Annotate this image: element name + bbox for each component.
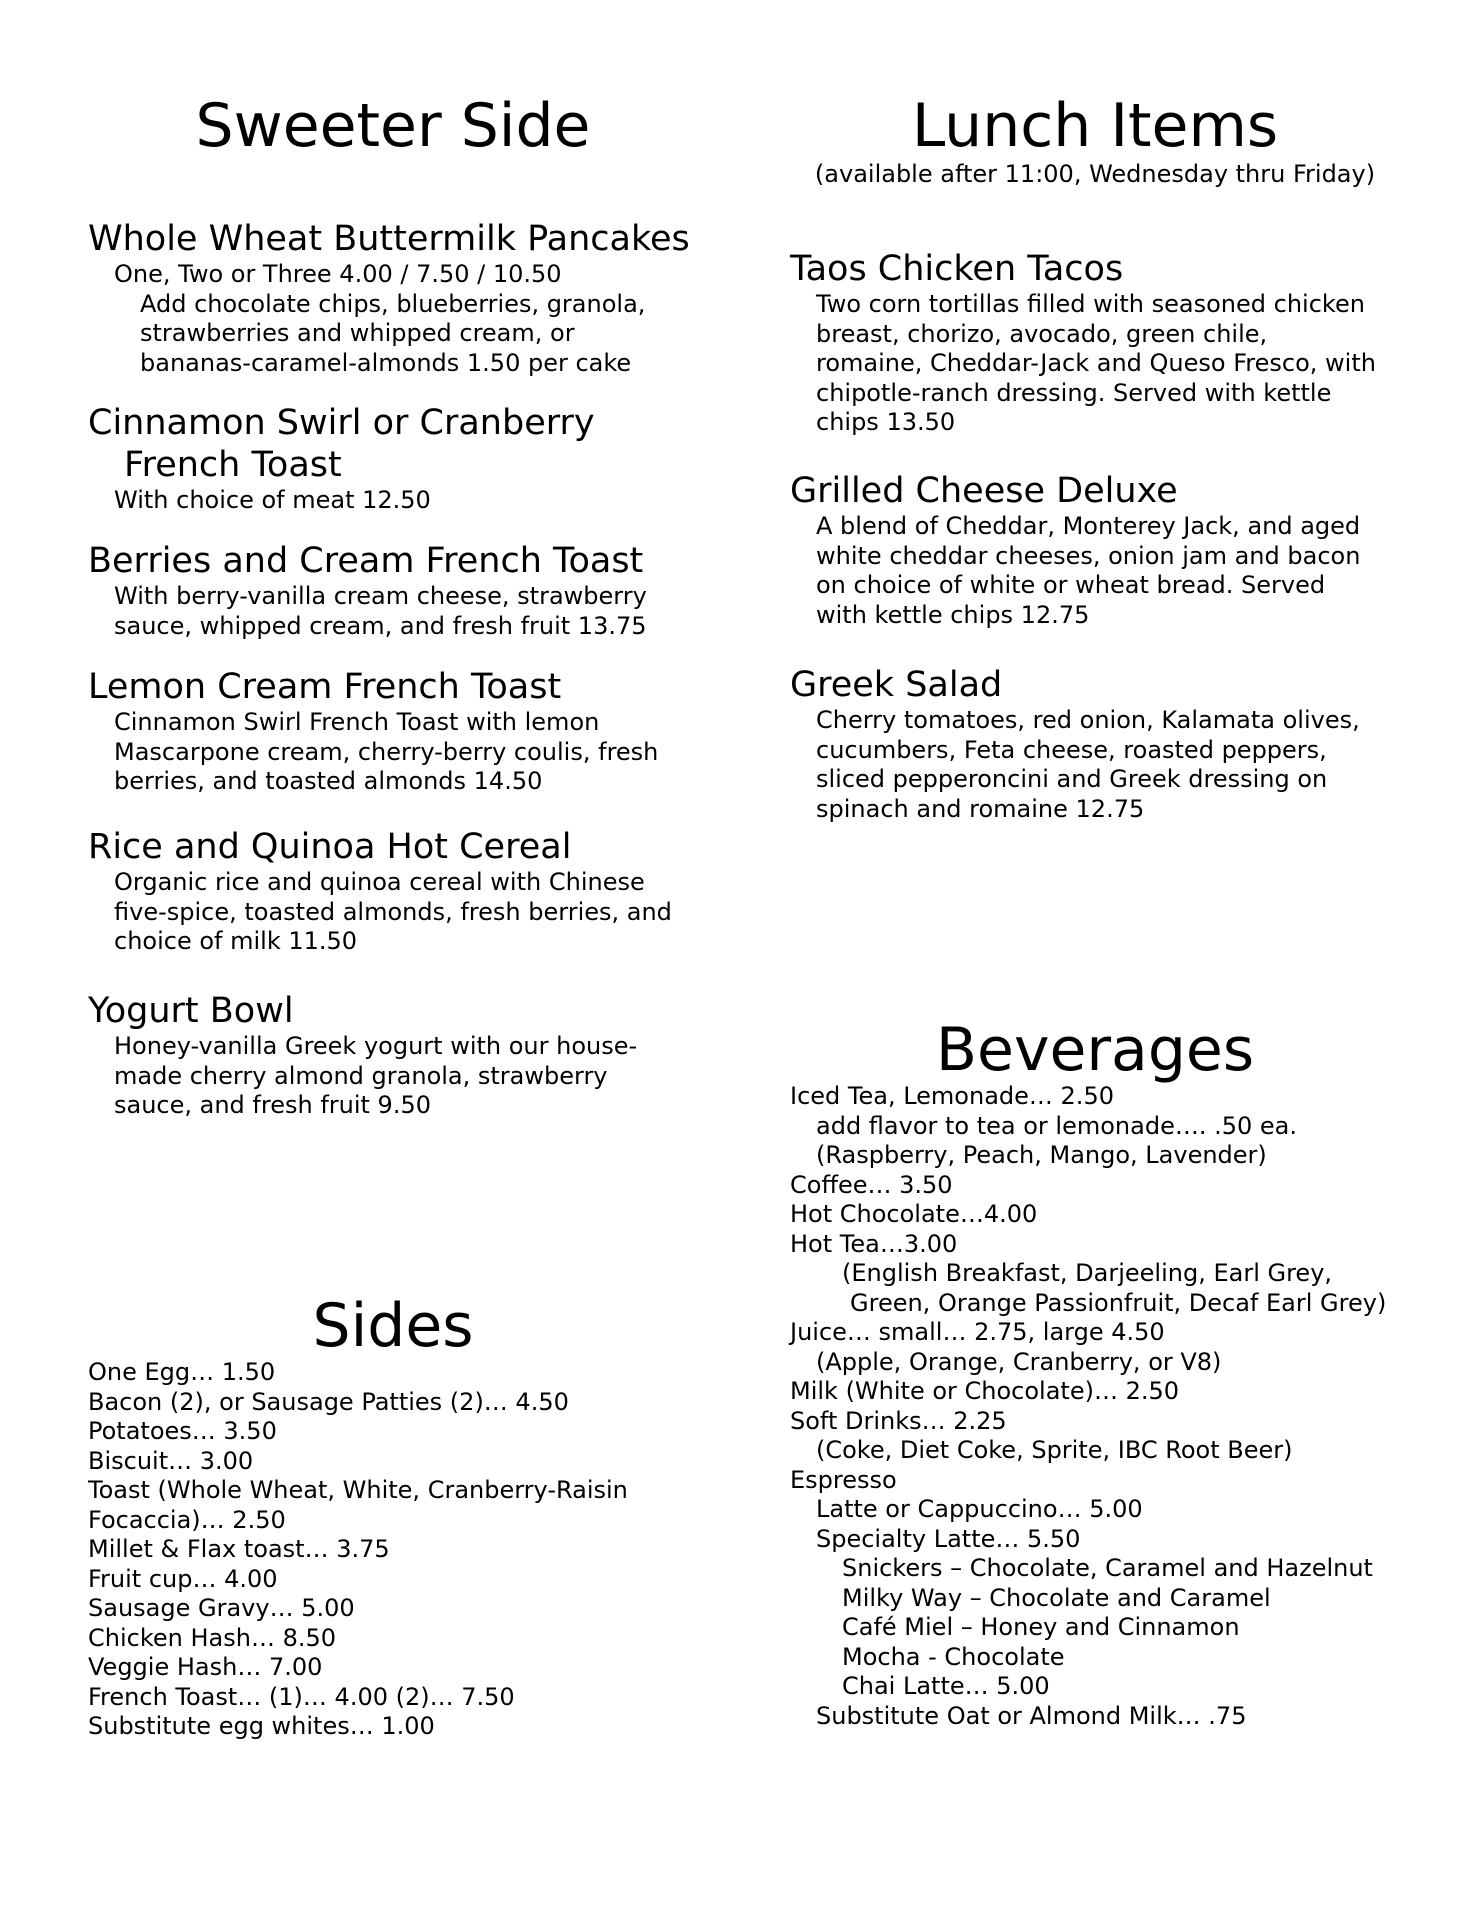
- menu-item-description-line: With berry-vanilla cream cheese, strawberry: [114, 582, 647, 610]
- beverage-item: Hot Chocolate…4.00: [790, 1200, 1038, 1228]
- menu-item-name-line: Rice and Quinoa Hot Cereal: [88, 827, 572, 867]
- menu-item-description-line: white cheddar cheeses, onion jam and bacon: [816, 541, 1361, 570]
- menu-item-description-line: five-spice, toasted almonds, fresh berries, and: [114, 897, 672, 926]
- menu-item-description-line: chipotle-ranch dressing. Served with kettle: [816, 378, 1332, 407]
- menu-item-name-line: Berries and Cream French Toast: [88, 541, 644, 581]
- side-item: Veggie Hash… 7.00: [88, 1653, 323, 1681]
- beverage-item: Latte or Cappuccino… 5.00: [816, 1495, 1143, 1523]
- beverage-item: Chai Latte… 5.00: [842, 1672, 1050, 1700]
- menu-item-description-line: sauce, whipped cream, and fresh fruit 13.75: [114, 611, 647, 640]
- beverage-item: add flavor to tea or lemonade…. .50 ea.: [816, 1111, 1297, 1140]
- sweeter-side-title: Sweeter Side: [195, 91, 591, 161]
- menu-item-name-line: Yogurt Bowl: [88, 991, 294, 1031]
- side-item: Fruit cup… 4.00: [88, 1564, 278, 1593]
- beverage-item: Milky Way – Chocolate and Caramel: [842, 1583, 1271, 1612]
- menu-item-description: [88, 260, 690, 378]
- menu-item-description-line: Mascarpone cream, cherry-berry coulis, fresh: [114, 737, 659, 766]
- sweeter-menu-item: [88, 990, 637, 1121]
- menu-item-name: [790, 664, 1360, 706]
- menu-item-description-line: on choice of white or wheat bread. Served: [816, 571, 1326, 599]
- sweeter-menu-item: [88, 402, 595, 516]
- beverage-item: (English Breakfast, Darjeeling, Earl Grey,: [842, 1259, 1333, 1287]
- side-item: Bacon (2), or Sausage Patties (2)… 4.50: [88, 1387, 569, 1416]
- menu-item-description-line: Organic rice and quinoa cereal with Chinese: [114, 868, 645, 896]
- sweeter-menu-item: [88, 666, 658, 797]
- menu-item-description-line: with kettle chips 12.75: [816, 600, 1090, 629]
- menu-item-name-line: Lemon Cream French Toast: [88, 667, 562, 707]
- menu-item-description-line: choice of milk 11.50: [114, 927, 358, 955]
- side-item: Millet & Flax toast… 3.75: [88, 1535, 390, 1563]
- sweeter-menu-item: [88, 540, 647, 641]
- beverage-item: Iced Tea, Lemonade… 2.50: [790, 1082, 1114, 1110]
- beverage-item: Mocha - Chocolate: [842, 1642, 1065, 1671]
- menu-item-description-line: Two corn tortillas filled with seasoned chicken: [816, 290, 1365, 318]
- beverage-item: Soft Drinks… 2.25: [790, 1406, 1007, 1435]
- menu-item-description-line: Cherry tomatoes, red onion, Kalamata olives,: [816, 706, 1360, 734]
- side-item: Biscuit… 3.00: [88, 1446, 254, 1475]
- beverage-item: Substitute Oat or Almond Milk… .75: [816, 1701, 1247, 1730]
- menu-item-name-line: Taos Chicken Tacos: [790, 249, 1124, 289]
- menu-item-description: [790, 290, 1376, 438]
- menu-item-description-line: romaine, Cheddar-Jack and Queso Fresco, with: [816, 349, 1376, 377]
- beverage-item: Specialty Latte… 5.50: [816, 1524, 1081, 1553]
- menu-item-name-line: Grilled Cheese Deluxe: [790, 471, 1178, 511]
- menu-item-description: [88, 1032, 637, 1121]
- side-item: Sausage Gravy… 5.00: [88, 1594, 355, 1622]
- sweeter-menu-item: [88, 218, 690, 378]
- menu-item-description-line: Cinnamon Swirl French Toast with lemon: [114, 708, 600, 736]
- menu-item-description-line: breast, chorizo, avocado, green chile,: [816, 319, 1268, 348]
- beverage-item: Juice… small… 2.75, large 4.50: [790, 1318, 1165, 1346]
- menu-item-description-line: Honey-vanilla Greek yogurt with our house-: [114, 1032, 638, 1060]
- menu-item-name-line: Cinnamon Swirl or Cranberry: [88, 403, 595, 443]
- menu-item-description-line: sliced pepperoncini and Greek dressing on: [816, 765, 1328, 793]
- menu-item-name: [88, 826, 672, 868]
- menu-item-name: [88, 218, 690, 260]
- side-item: Focaccia)… 2.50: [88, 1505, 286, 1534]
- menu-item-description-line: sauce, and fresh fruit 9.50: [114, 1091, 431, 1119]
- lunch-menu-item: [790, 664, 1360, 824]
- menu-item-description: [790, 706, 1360, 824]
- menu-item-description: [790, 512, 1360, 630]
- beverages-list: [790, 1082, 1386, 1731]
- menu-item-name: [88, 540, 647, 582]
- menu-item-description-line: berries, and toasted almonds 14.50: [114, 767, 543, 795]
- beverage-item: (Coke, Diet Coke, Sprite, IBC Root Beer): [816, 1436, 1293, 1464]
- lunch-menu-item: [790, 248, 1376, 438]
- side-item: Substitute egg whites… 1.00: [88, 1712, 435, 1740]
- menu-item-name-line: Greek Salad: [790, 665, 1003, 705]
- menu-item-description-line: strawberries and whipped cream, or: [140, 319, 575, 347]
- menu-item-description-line: chips 13.50: [816, 408, 956, 436]
- menu-item-name-line: Whole Wheat Buttermilk Pancakes: [88, 219, 690, 259]
- menu-item-description: [88, 486, 595, 516]
- menu-item-name: [88, 990, 637, 1032]
- menu-item-description-line: spinach and romaine 12.75: [816, 794, 1145, 823]
- menu-item-description-line: made cherry almond granola, strawberry: [114, 1061, 608, 1090]
- menu-item-description-line: With choice of meat 12.50: [114, 486, 431, 514]
- beverage-item: Snickers – Chocolate, Caramel and Hazelnut: [842, 1554, 1373, 1582]
- beverage-item: Espresso: [790, 1465, 897, 1494]
- menu-item-description: [88, 868, 672, 957]
- side-item: French Toast… (1)… 4.00 (2)… 7.50: [88, 1682, 515, 1711]
- menu-item-description-line: One, Two or Three 4.00 / 7.50 / 10.50: [114, 260, 562, 288]
- menu-item-name: [790, 248, 1376, 290]
- menu-item-name: [88, 402, 595, 486]
- beverage-item: Hot Tea…3.00: [790, 1229, 958, 1258]
- side-item: Toast (Whole Wheat, White, Cranberry-Raisin: [88, 1476, 628, 1504]
- lunch-menu-item: [790, 470, 1360, 630]
- side-item: Chicken Hash… 8.50: [88, 1623, 337, 1652]
- menu-item-description-line: A blend of Cheddar, Monterey Jack, and aged: [816, 512, 1361, 540]
- sides-list: [88, 1358, 628, 1742]
- beverages-title: Beverages: [935, 1015, 1255, 1085]
- menu-item-description: [88, 582, 647, 641]
- beverage-item: Green, Orange Passionfruit, Decaf Earl Grey): [850, 1288, 1387, 1317]
- beverage-item: (Apple, Orange, Cranberry, or V8): [816, 1347, 1222, 1376]
- beverage-item: Coffee… 3.50: [790, 1170, 953, 1199]
- sides-title: Sides: [312, 1291, 474, 1361]
- side-item: Potatoes… 3.50: [88, 1417, 277, 1445]
- lunch-subtitle: (available after 11:00, Wednesday thru Friday): [814, 160, 1376, 188]
- menu-item-name: [790, 470, 1360, 512]
- beverage-item: Café Miel – Honey and Cinnamon: [842, 1613, 1240, 1641]
- menu-item-description: [88, 708, 658, 797]
- menu-item-description-line: cucumbers, Feta cheese, roasted peppers,: [816, 735, 1327, 764]
- beverage-item: (Raspberry, Peach, Mango, Lavender): [816, 1141, 1267, 1169]
- sweeter-menu-item: [88, 826, 672, 957]
- lunch-title: Lunch Items: [911, 91, 1279, 161]
- side-item: One Egg… 1.50: [88, 1358, 276, 1386]
- beverage-item: Milk (White or Chocolate)… 2.50: [790, 1377, 1180, 1405]
- menu-item-name: [88, 666, 658, 708]
- menu-item-description-line: bananas-caramel-almonds 1.50 per cake: [140, 348, 632, 377]
- menu-item-name-line: French Toast: [124, 445, 342, 485]
- menu-item-description-line: Add chocolate chips, blueberries, granola,: [140, 289, 646, 318]
